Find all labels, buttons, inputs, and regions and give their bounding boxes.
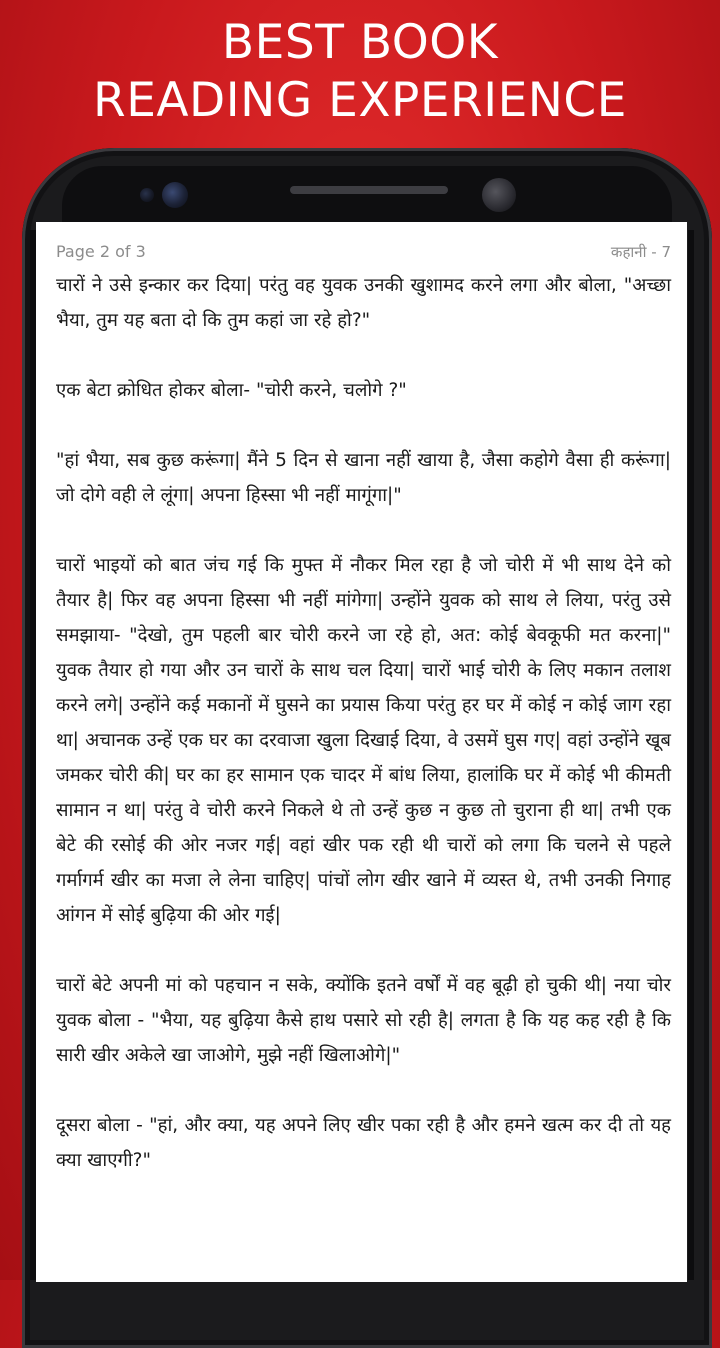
story-paragraph: चारों भाइयों को बात जंच गई कि मुफ्त में नौकर मिल रहा है जो चोरी में भी साथ देने को तैयार है| फिर वह अपना हिस्सा भी नहीं मांगेगा| उन्होंने युवक को साथ ले लिया, परंतु उसे समझाया- "देखो, तुम पहली बार चोरी करने जा रहे हो, अत: कोई बेवकूफी मत करना|" युवक तैयार हो गया और उन चारों के साथ चल दिया| चारों भाई चोरी के लिए मकान तलाश करने लगे| उन्होंने कई मकानों में घुसने का प्रयास किया परंतु हर घर में कोई न कोई जाग रहा था| अचानक उन्हें एक घर का दरवाजा खुला दिखाई दिया, वे उसमें घुस गए| वहां उन्होंने खूब जमकर चोरी की| घर का हर सामान एक चादर में बांध लिया, हालांकि घर में कोई भी कीमती सामान न था| परंतु वे चोरी करने निकले थे तो उन्हें कुछ न कुछ तो चुराना ही था| तभी एक बेटे की रसोई की ओर नजर गई| वहां खीर पक रही थी चारों को लगा कि चलने से पहले गर्मागर्म खीर का मजा ले लेना चाहिए| पांचों लोग खीर खाने में व्यस्त थे, तभी उनकी निगाह आंगन में सोई बुढ़िया की ओर गई| — [56, 555, 671, 926]
story-paragraph: चारों बेटे अपनी मां को पहचान न सके, क्योंकि इतने वर्षों में वह बूढ़ी हो चुकी थी| नया चोर युवक बोला - "भैया, यह बुढ़िया कैसे हाथ पसारे सो रही है| लगता है कि यह कह रही है कि सारी खीर अकेले खा जाओगे, मुझे नहीं खिलाओगे|" — [56, 975, 671, 1066]
earpiece-speaker — [290, 186, 448, 194]
story-paragraph: चारों ने उसे इन्कार कर दिया| परंतु वह युवक उनकी खुशामद करने लगा और बोला, "अच्छा भैया, तुम यह बता दो कि तुम कहां जा रहे हो?" — [56, 275, 671, 331]
story-text — [56, 268, 671, 1213]
page-indicator: Page 2 of 3 — [56, 242, 146, 261]
reader-header — [56, 242, 671, 264]
reader-screen[interactable] — [36, 222, 687, 1282]
chapter-label: कहानी - 7 — [610, 243, 671, 261]
phone-right-edge — [688, 230, 694, 1280]
story-paragraph: एक बेटा क्रोधित होकर बोला- "चोरी करने, चलोगे ?" — [56, 380, 407, 401]
front-camera-icon — [162, 182, 188, 208]
proximity-sensor-icon — [482, 178, 516, 212]
promo-title-line-2: READING EXPERIENCE — [93, 73, 627, 128]
promo-title-line-1: BEST BOOK — [221, 15, 499, 70]
story-paragraph: "हां भैया, सब कुछ करूंगा| मैंने 5 दिन से खाना नहीं खाया है, जैसा कहोगे वैसा ही करूंगा| जो दोगे वही ले लूंगा| अपना हिस्सा भी नहीं मागूंगा|" — [56, 450, 671, 506]
promo-banner — [0, 14, 720, 130]
story-paragraph: दूसरा बोला - "हां, और क्या, यह अपने लिए खीर पका रही है और हमने खत्म कर दी तो यह क्या खाएगी?" — [56, 1115, 671, 1171]
sensor-icon — [140, 188, 154, 202]
